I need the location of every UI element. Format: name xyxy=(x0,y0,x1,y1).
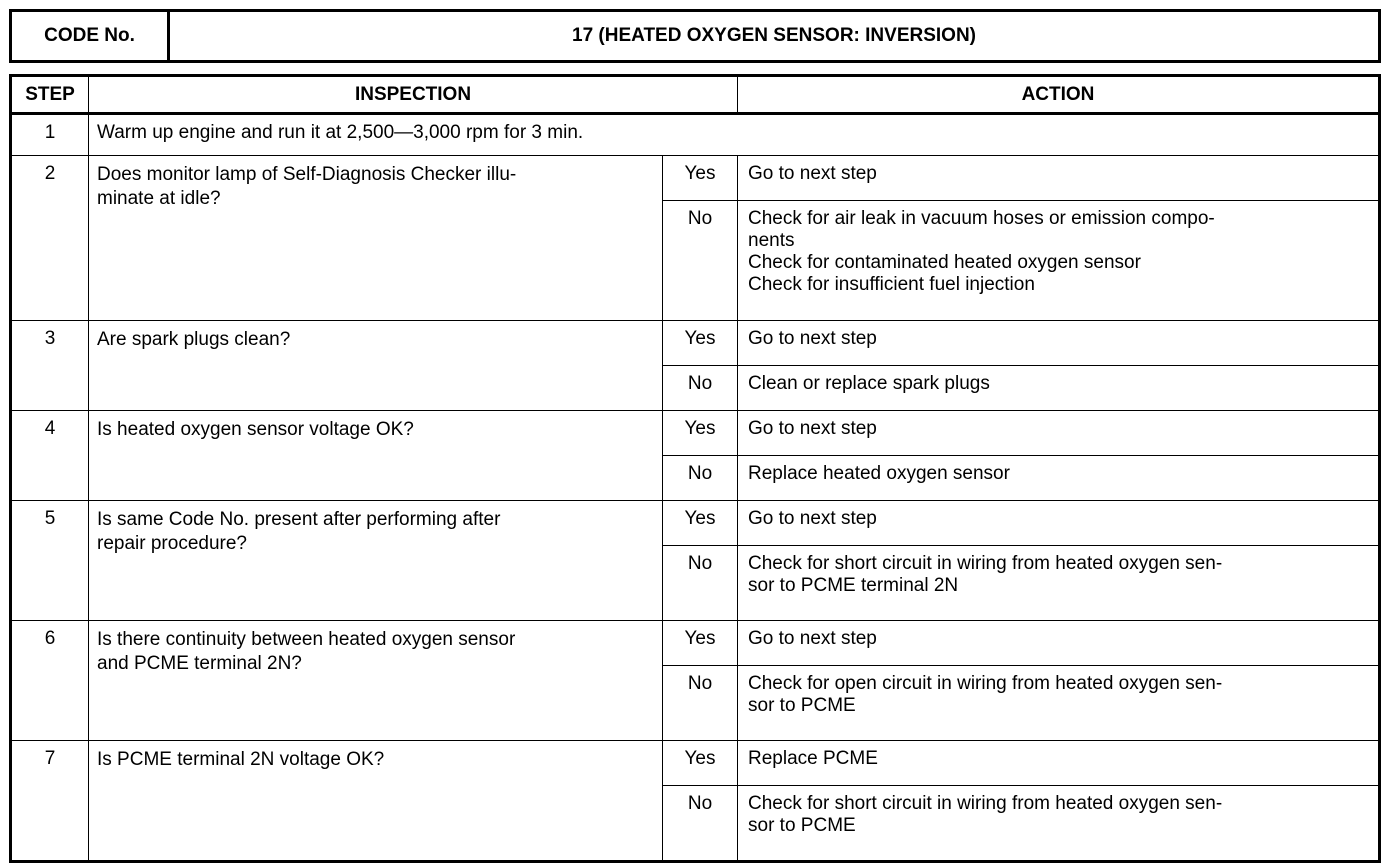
no-action xyxy=(738,786,1380,862)
action-line: sor to PCME terminal 2N xyxy=(748,575,959,596)
table-row xyxy=(11,501,1380,546)
action-line: Go to next step xyxy=(748,328,877,349)
inspection-text: Is same Code No. present after performing after repair procedure? xyxy=(89,501,663,621)
no-label: No xyxy=(663,366,738,411)
table-row xyxy=(11,411,1380,456)
step-number: 5 xyxy=(11,501,89,621)
inspection-text: Is PCME terminal 2N voltage OK? xyxy=(89,741,663,862)
no-action xyxy=(738,456,1380,501)
no-label: No xyxy=(663,546,738,621)
no-label: No xyxy=(663,201,738,321)
action-line: Go to next step xyxy=(748,163,877,184)
action-line: Check for air leak in vacuum hoses or emission compo- xyxy=(748,208,1215,229)
step-number: 7 xyxy=(11,741,89,862)
yes-action xyxy=(738,411,1380,456)
inspection-text: Are spark plugs clean? xyxy=(89,321,663,411)
inspection-text: Is heated oxygen sensor voltage OK? xyxy=(89,411,663,501)
step-text: Warm up engine and run it at 2,500—3,000 rpm for 3 min. xyxy=(89,114,1380,156)
code-title: 17 (HEATED OXYGEN SENSOR: INVERSION) xyxy=(169,11,1380,62)
step-number: 3 xyxy=(11,321,89,411)
yes-action xyxy=(738,741,1380,786)
table-row xyxy=(11,114,1380,156)
action-line: Check for open circuit in wiring from heated oxygen sen- xyxy=(748,673,1223,694)
diagnosis-table xyxy=(9,74,1381,863)
action-line: Check for insufficient fuel injection xyxy=(748,274,1035,295)
step-number: 1 xyxy=(11,114,89,156)
yes-label: Yes xyxy=(663,156,738,201)
inspection-text: Does monitor lamp of Self-Diagnosis Checker illu- minate at idle? xyxy=(89,156,663,321)
no-label: No xyxy=(663,456,738,501)
yes-label: Yes xyxy=(663,501,738,546)
column-header-inspection: INSPECTION xyxy=(89,76,738,114)
column-header-step: STEP xyxy=(11,76,89,114)
action-line: Replace PCME xyxy=(748,748,878,769)
action-line: nents xyxy=(748,230,795,251)
no-action xyxy=(738,546,1380,621)
action-line: sor to PCME xyxy=(748,695,856,716)
no-label: No xyxy=(663,786,738,862)
no-action xyxy=(738,201,1380,321)
yes-action xyxy=(738,501,1380,546)
yes-label: Yes xyxy=(663,411,738,456)
yes-label: Yes xyxy=(663,321,738,366)
step-number: 4 xyxy=(11,411,89,501)
table-row xyxy=(11,156,1380,201)
no-label: No xyxy=(663,666,738,741)
yes-label: Yes xyxy=(663,621,738,666)
yes-action xyxy=(738,321,1380,366)
code-label: CODE No. xyxy=(11,11,169,62)
step-number: 2 xyxy=(11,156,89,321)
action-line: Check for contaminated heated oxygen sensor xyxy=(748,252,1141,273)
yes-label: Yes xyxy=(663,741,738,786)
action-line: Go to next step xyxy=(748,628,877,649)
action-line: sor to PCME xyxy=(748,815,856,836)
table-row xyxy=(11,321,1380,366)
action-line: Check for short circuit in wiring from heated oxygen sen- xyxy=(748,553,1223,574)
action-line: Replace heated oxygen sensor xyxy=(748,463,1010,484)
no-action xyxy=(738,366,1380,411)
action-line: Clean or replace spark plugs xyxy=(748,373,990,394)
action-line: Go to next step xyxy=(748,418,877,439)
table-row xyxy=(11,741,1380,786)
action-line: Go to next step xyxy=(748,508,877,529)
yes-action xyxy=(738,156,1380,201)
inspection-text: Is there continuity between heated oxygen sensor and PCME terminal 2N? xyxy=(89,621,663,741)
table-row xyxy=(11,621,1380,666)
step-number: 6 xyxy=(11,621,89,741)
column-header-action: ACTION xyxy=(738,76,1380,114)
no-action xyxy=(738,666,1380,741)
code-header-table xyxy=(9,9,1381,63)
diagnosis-page xyxy=(9,9,1381,863)
action-line: Check for short circuit in wiring from heated oxygen sen- xyxy=(748,793,1223,814)
yes-action xyxy=(738,621,1380,666)
column-header-row xyxy=(11,76,1380,114)
